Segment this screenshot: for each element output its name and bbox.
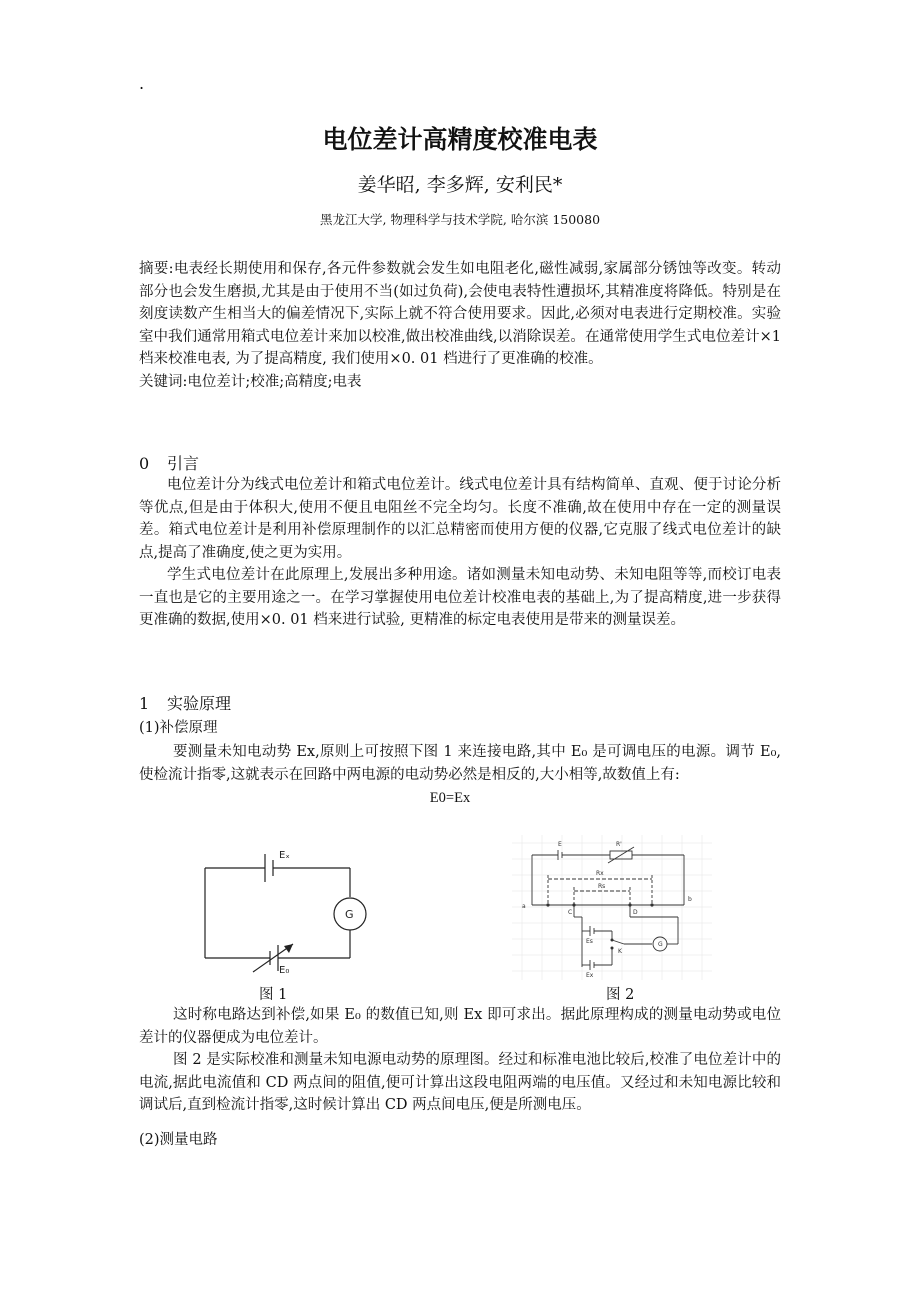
section-0-heading [139,451,199,474]
subsection-2-heading: (2)测量电路 [139,1132,218,1148]
fig2-label-e: E [558,841,562,848]
fig2-rheostat-arrow [608,847,634,863]
fig1-label-ex: Eₓ [279,850,290,861]
keywords-text: 关键词:电位差计;校准;高精度;电表 [139,373,362,390]
section-1-paragraph-1: 要测量未知电动势 Ex,原则上可按照下图 1 来连接电路,其中 E₀ 是可调电压的电源。调节 E₀,使检流计指零,这就表示在回路中两电源的电动势必然是相反的,大小相等,故数值上有: [139,744,781,783]
section-1-body-1 [139,741,781,786]
fig2-label-r: R' [616,841,622,848]
paper-affiliation: 黑龙江大学, 物理科学与技术学院, 哈尔滨 150080 [319,212,601,227]
fig1-arrow-head [284,944,293,953]
section-0-number: 0 [139,454,150,473]
section-0-body [139,474,781,632]
fig2-label-rs: Rs [598,883,606,890]
fig2-label-rx: Rx [596,870,604,877]
paper-title: 电位差计高精度校准电表 [322,125,598,154]
section-0-title: 引言 [167,454,200,473]
figure-2-circuit [512,835,712,980]
fig2-label-d: D [633,909,638,916]
fig2-label-g: G [658,941,663,948]
fig1-label-e0: E₀ [279,965,290,976]
figure-1-caption: 图 1 [259,987,288,1003]
section-1-number: 1 [139,694,150,713]
fig2-label-ex: Ex [586,972,594,979]
header-dot: . [139,74,145,93]
fig2-label-a: a [522,903,526,910]
section-1-heading [139,691,231,714]
abstract-block [139,258,781,393]
fig2-label-k: K [618,948,622,955]
fig2-label-c: C [568,909,573,916]
figure-1-circuit [195,840,375,980]
fig2-label-es: Es [586,938,593,945]
formula-e0-ex: E0=Ex [429,790,471,806]
section-1-paragraph-2: 这时称电路达到补偿,如果 E₀ 的数值已知,则 Ex 即可求出。据此原理构成的测量电动势或电位差计的仪器便成为电位差计。 [139,1007,781,1046]
section-1-paragraph-3: 图 2 是实际校准和测量未知电源电动势的原理图。经过和标准电池比较后,校准了电位差计中的电流,据此电流值和 CD 两点间的阻值,便可计算出这段电阻两端的电压值。又经过和未知电源比较和调试后,直到检流计指零,这时候计算出 CD 两点间电压,便是所测电压。 [139,1052,781,1113]
section-1-body-2 [139,1004,781,1117]
subsection-1-heading: (1)补偿原理 [139,720,218,736]
section-0-paragraph-1: 电位差计分为线式电位差计和箱式电位差计。线式电位差计具有结构简单、直观、便于讨论分析等优点,但是由于体积大,使用不便且电阻丝不完全均匀。长度不准确,故在使用中存在一定的测量误差。箱式电位差计是利用补偿原理制作的以汇总精密而使用方便的仪器,它克服了线式电位差计的缺点,提高了准确度,使之更为实用。 [139,477,781,561]
figure-2-caption: 图 2 [606,987,635,1003]
fig1-label-g: G [345,908,354,921]
section-1-title: 实验原理 [167,694,232,713]
abstract-text: 摘要:电表经长期使用和保存,各元件参数就会发生如电阻老化,磁性减弱,家属部分锈蚀等改变。转动部分也会发生磨损,尤其是由于使用不当(如过负荷),会使电表特性遭损坏,其精准度将降低。特别是在刻度读数产生相当大的偏差情况下,实际上就不符合使用要求。因此,必须对电表进行定期校准。实验室中我们通常用箱式电位差计来加以校准,做出校准曲线,以消除误差。在通常使用学生式电位差计×1 档来校准电表, 为了提高精度, 我们使用×0. 01 档进行了更准确的校准。 [139,261,781,367]
section-0-paragraph-2: 学生式电位差计在此原理上,发展出多种用途。诸如测量未知电动势、未知电阻等等,而校订电表一直也是它的主要用途之一。在学习掌握使用电位差计校准电表的基础上,为了提高精度,进一步获得更准确的数据,使用×0. 01 档来进行试验, 更精准的标定电表使用是带来的测量误差。 [139,567,781,628]
paper-authors: 姜华昭, 李多辉, 安利民* [357,174,563,196]
fig2-label-b: b [688,896,692,903]
